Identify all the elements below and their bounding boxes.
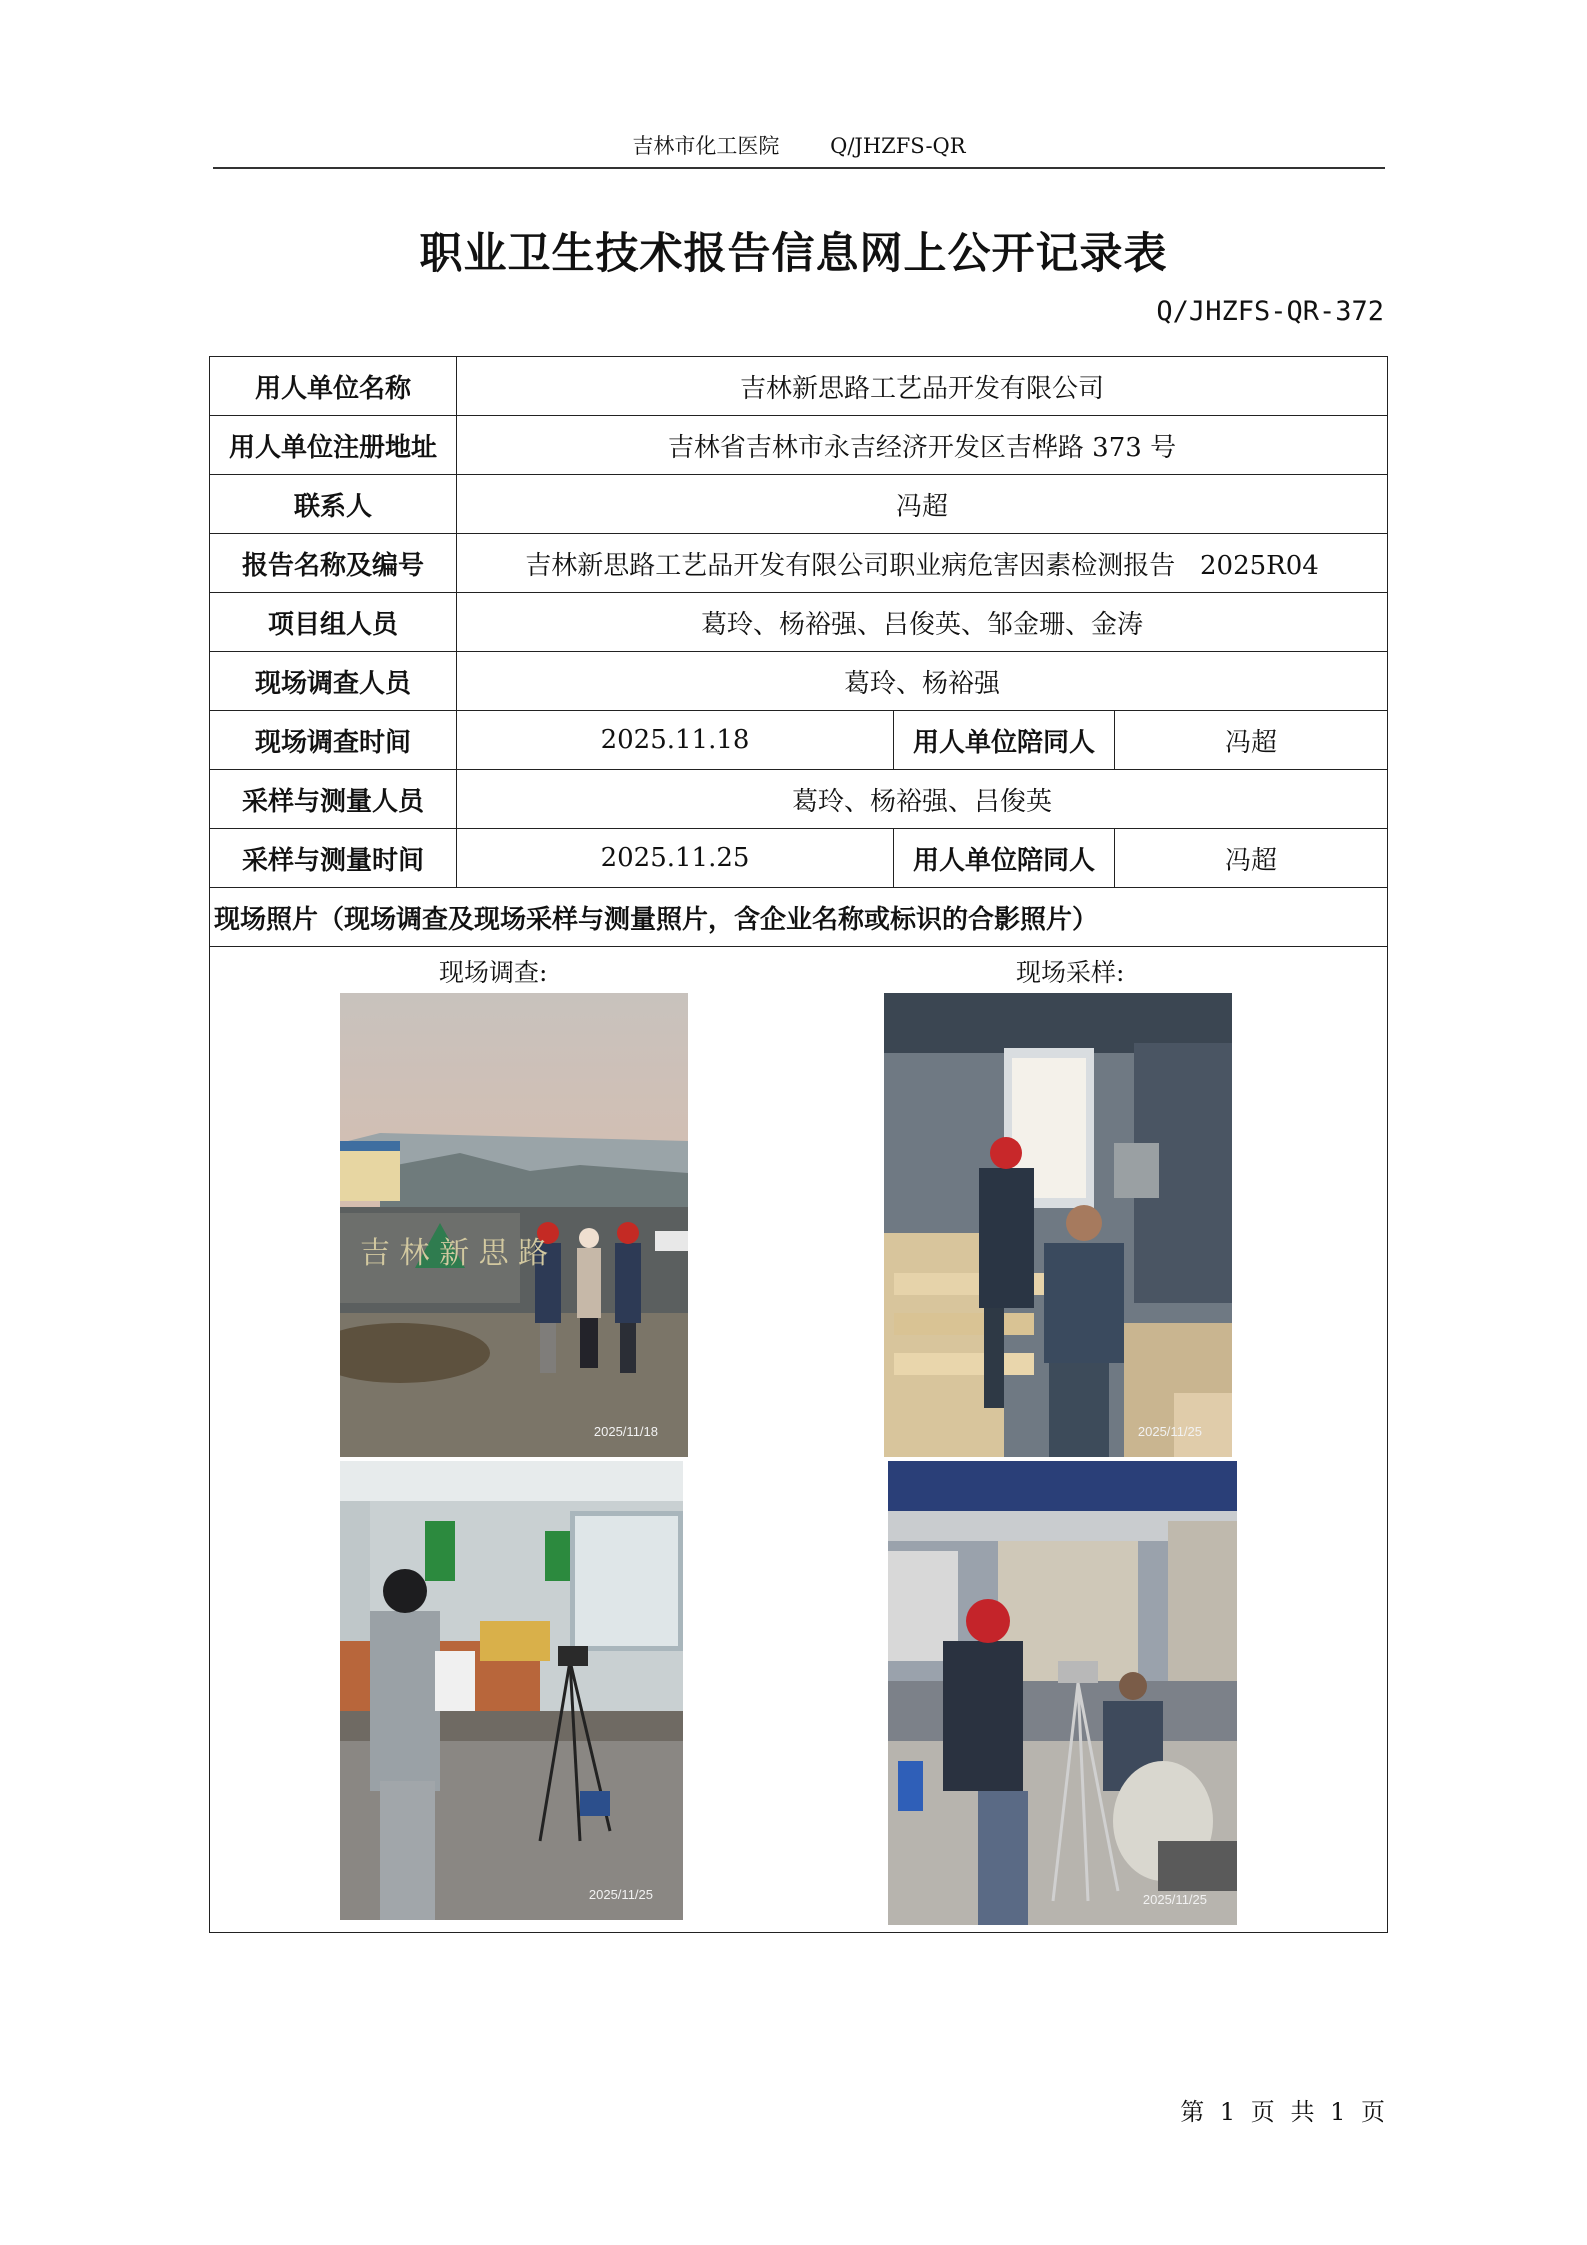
- gate-sign-text: 吉 林 新 思 路: [360, 1236, 549, 1271]
- contact-label: 联系人: [210, 475, 457, 534]
- row-address: [210, 416, 1388, 475]
- page-footer: [1172, 2092, 1385, 2127]
- page-header: [213, 130, 1385, 158]
- address-label: 用人单位注册地址: [210, 416, 457, 475]
- report-value: 吉林新思路工艺品开发有限公司职业病危害因素检测报告 2025R04: [457, 534, 1388, 593]
- photo-sampling-dust-image: [888, 1461, 1237, 1925]
- photo-sampling-dust: [888, 1461, 1237, 1925]
- survey-time-label: 现场调查时间: [210, 711, 457, 770]
- photo-stamp-4: 2025/11/25: [1142, 1892, 1207, 1907]
- photo-heading: 现场照片（现场调查及现场采样与测量照片，含企业名称或标识的合影照片）: [210, 888, 1388, 947]
- record-table: [209, 356, 1388, 1933]
- row-contact: [210, 475, 1388, 534]
- survey-staff-label: 现场调查人员: [210, 652, 457, 711]
- photo-stamp-1: 2025/11/18: [593, 1424, 658, 1439]
- report-label: 报告名称及编号: [210, 534, 457, 593]
- row-team: [210, 593, 1388, 652]
- sampling-staff-label: 采样与测量人员: [210, 770, 457, 829]
- photo-sampling-workshop-image: [884, 993, 1232, 1457]
- contact-value: 冯超: [457, 475, 1388, 534]
- row-employer-name: [210, 357, 1388, 416]
- team-label: 项目组人员: [210, 593, 457, 652]
- employer-name-label: 用人单位名称: [210, 357, 457, 416]
- row-report: [210, 534, 1388, 593]
- photo-survey-gate: [340, 993, 688, 1457]
- row-survey-staff: [210, 652, 1388, 711]
- survey-escort-value: 冯超: [1115, 711, 1388, 770]
- footer-page-word: 第: [1180, 2098, 1205, 2126]
- row-sampling-staff: [210, 770, 1388, 829]
- footer-total-word: 共: [1290, 2098, 1315, 2126]
- photo-stamp-3: 2025/11/25: [588, 1887, 653, 1902]
- sampling-caption: 现场采样:: [1016, 958, 1125, 987]
- photo-survey-gate-image: [340, 993, 688, 1457]
- footer-page-number: 1: [1219, 2098, 1236, 2126]
- header-rule: [213, 167, 1385, 169]
- document-code: Q/JHZFS-QR-372: [1156, 296, 1384, 327]
- sampling-staff-value: 葛玲、杨裕强、吕俊英: [457, 770, 1388, 829]
- document-title: 职业卫生技术报告信息网上公开记录表: [419, 229, 1168, 279]
- photo-sampling-workshop: [884, 993, 1232, 1457]
- survey-staff-value: 葛玲、杨裕强: [457, 652, 1388, 711]
- photo-survey-indoor-image: [340, 1461, 683, 1920]
- survey-caption: 现场调查:: [439, 958, 548, 987]
- header-org: 吉林市化工医院: [632, 134, 780, 158]
- row-survey-time: [210, 711, 1388, 770]
- survey-time-value: 2025.11.18: [457, 711, 894, 770]
- team-value: 葛玲、杨裕强、吕俊英、邹金珊、金涛: [457, 593, 1388, 652]
- address-value: 吉林省吉林市永吉经济开发区吉桦路 373 号: [457, 416, 1388, 475]
- employer-name-value: 吉林新思路工艺品开发有限公司: [457, 357, 1388, 416]
- sampling-escort-label: 用人单位陪同人: [894, 829, 1115, 888]
- row-photos: [210, 947, 1388, 1933]
- photo-survey-indoor: [340, 1461, 683, 1920]
- sampling-time-value: 2025.11.25: [457, 829, 894, 888]
- footer-total-number: 1: [1330, 2098, 1346, 2126]
- sampling-escort-value: 冯超: [1115, 829, 1388, 888]
- sampling-time-label: 采样与测量时间: [210, 829, 457, 888]
- photo-stamp-2: 2025/11/25: [1137, 1424, 1202, 1439]
- row-photo-heading: [210, 888, 1388, 947]
- footer-total-unit: 页: [1361, 2098, 1385, 2126]
- survey-escort-label: 用人单位陪同人: [894, 711, 1115, 770]
- footer-page-unit: 页: [1250, 2098, 1275, 2126]
- row-sampling-time: [210, 829, 1388, 888]
- photo-area: [210, 947, 1388, 1933]
- header-code: Q/JHZFS-QR: [830, 134, 966, 158]
